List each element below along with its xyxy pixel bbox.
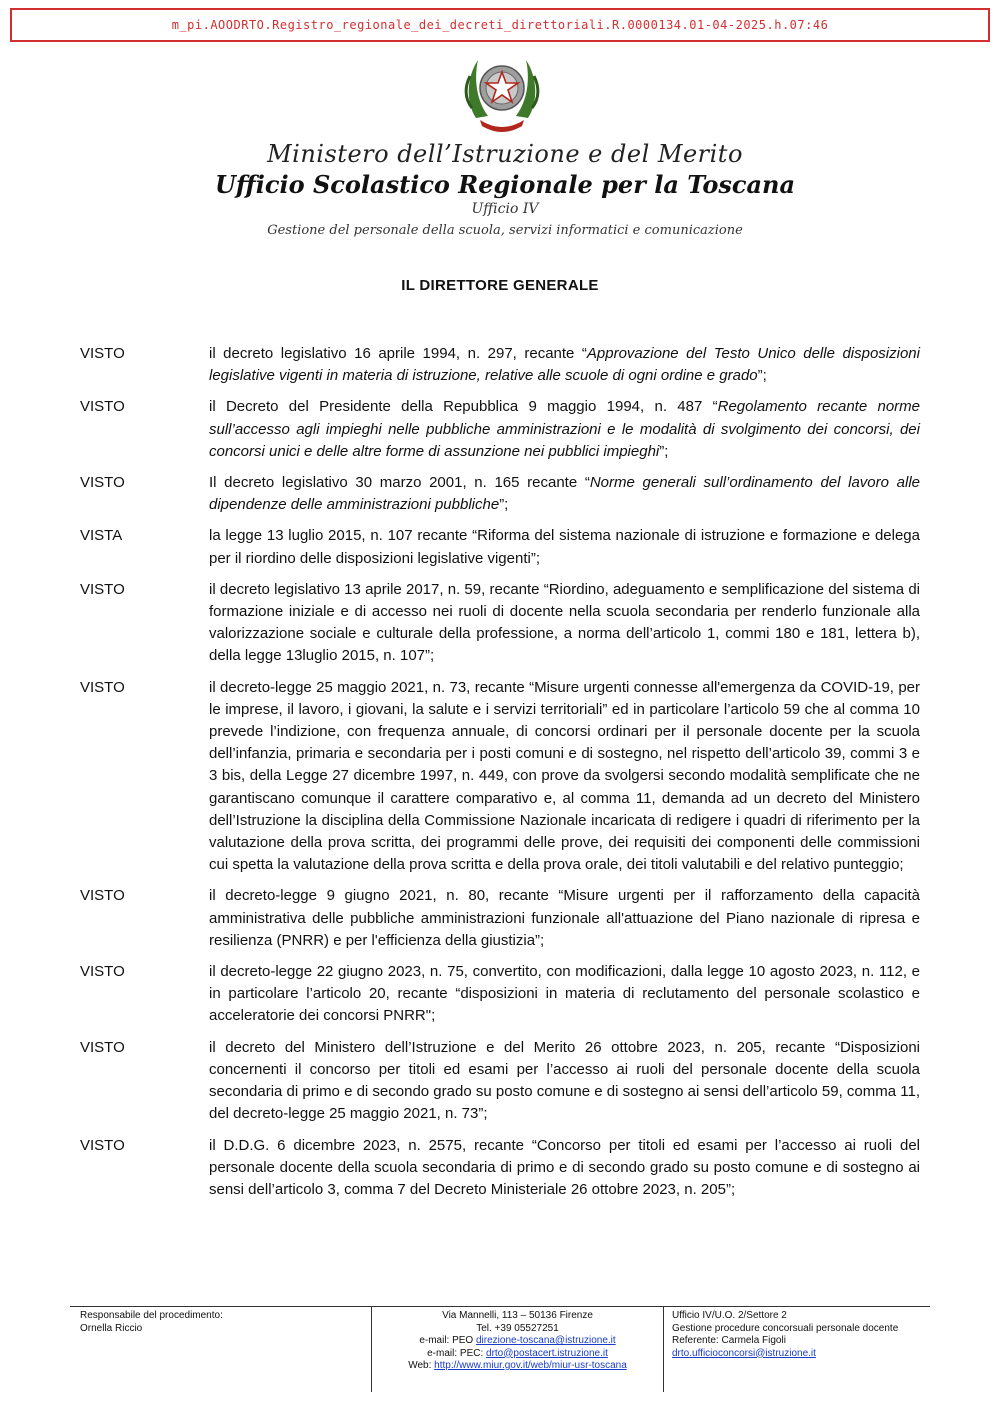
recital-text: il Decreto del Presidente della Repubblica 9 maggio 1994, n. 487 “Regolamento recante norme sull’accesso agli impieghi nelle pubbliche amministrazioni e le modalità di svolgimento dei concorsi, dei concorsi unici e delle altre forme di assunzione nei pubblici impieghi”;: [209, 398, 921, 460]
recitals-list: [80, 343, 920, 1210]
recital-item: [80, 1037, 920, 1126]
recital-item: [80, 961, 920, 1028]
recital-label: VISTO: [80, 345, 125, 362]
recital-label: VISTO: [80, 963, 125, 981]
telephone: Tel. +39 05527251: [476, 1322, 559, 1334]
recital-text: il decreto-legge 25 maggio 2021, n. 73, recante “Misure urgenti connesse all'emergenza da COVID-19, per le imprese, il lavoro, i giovani, la salute e i servizi territoriali” ed in particolare l’articolo 59 che al comma 10 prevede l’indizione, con frequenza annuale, di concorsi ordinari per il personale docente per la scuola dell’infanzia, primaria e secondaria per i posti comuni e di sostegno, nel rispetto dell’articolo 39, commi 3 e 3 bis, della Legge 27 dicembre 1997, n. 449, con prove da svolgersi secondo modalità semplificate che ne garantiscano comunque il carattere comparativo e, al comma 11, demanda ad un decreto del Ministero dell’Istruzione la disciplina della Commissione Nazionale incaricata di redigere i quadri di riferimento per la valutazione della prova scritta, dei programmi delle prove, dei requisiti dei componenti delle commissioni cui spetta la valutazione della prova scritta e della prova orale, dei titoli valutabili e del relativo punteggio;: [209, 678, 920, 874]
pec-email-link[interactable]: drto@postacert.istruzione.it: [486, 1347, 608, 1359]
footer-office: [664, 1307, 898, 1392]
recital-item: [80, 677, 920, 877]
recital-item: [80, 343, 920, 387]
recital-text: il D.D.G. 6 dicembre 2023, n. 2575, recante “Concorso per titoli ed esami per l’accesso ai ruoli del personale docente della scuola secondaria di primo e di secondo grado su posto comune e di sostegno ai sensi dell’articolo 3, comma 7 del Decreto Ministeriale 26 ottobre 2023, n. 205”;: [209, 1136, 920, 1198]
protocol-stamp: [10, 8, 990, 42]
office-email-link[interactable]: drto.ufficioconcorsi@istruzione.it: [672, 1347, 816, 1359]
recital-label: VISTO: [80, 1136, 125, 1154]
recital-label: VISTO: [80, 398, 125, 416]
footer-responsible: [70, 1307, 372, 1392]
letterhead: [0, 140, 1000, 238]
recital-label: VISTO: [80, 1038, 125, 1056]
office-function: Gestione procedure concorsuali personale docente: [672, 1322, 899, 1334]
recital-label: VISTA: [80, 527, 123, 545]
unit-name: Ufficio IV: [471, 201, 539, 217]
footer-contacts: [372, 1307, 664, 1392]
recital-item: [80, 1135, 920, 1202]
recital-item: [80, 885, 920, 952]
department-name: Gestione del personale della scuola, servizi informatici e comunicazione: [267, 223, 743, 238]
recital-label: VISTO: [80, 887, 125, 905]
web-line: Web: http://www.miur.gov.it/web/miur-usr-toscana: [408, 1360, 627, 1371]
office-referent: Referente: Carmela Figoli: [672, 1335, 786, 1346]
ministry-name: Ministero dell’Istruzione e del Merito: [267, 140, 743, 168]
recital-label: VISTO: [80, 580, 125, 598]
responsible-label: Responsabile del procedimento:: [80, 1310, 223, 1321]
recital-item: [80, 396, 920, 463]
website-link[interactable]: http://www.miur.gov.it/web/miur-usr-toscana: [434, 1360, 627, 1371]
recital-item: [80, 472, 920, 516]
recital-label: VISTO: [80, 678, 125, 696]
recital-text: la legge 13 luglio 2015, n. 107 recante “Riforma del sistema nazionale di istruzione e formazione e delega per il riordino delle disposizioni legislative vigenti”;: [209, 527, 920, 567]
recital-item: [80, 579, 920, 668]
recital-item: [80, 525, 920, 569]
office-name: Ufficio Scolastico Regionale per la Toscana: [214, 170, 796, 199]
recital-text: il decreto-legge 9 giugno 2021, n. 80, recante “Misure urgenti per il rafforzamento della capacità amministrativa delle pubbliche amministrazioni funzionale all'attuazione del Piano nazionale di ripresa e resilienza (PNRR) e per l'efficienza della giustizia”;: [209, 887, 920, 949]
protocol-text: m_pi.AOODRTO.Registro_regionale_dei_decreti_direttoriali.R.0000134.01-04-2025.h.07:46: [171, 18, 829, 32]
recital-label: VISTO: [80, 474, 125, 492]
recital-text: il decreto-legge 22 giugno 2023, n. 75, convertito, con modificazioni, dalla legge 10 agosto 2023, n. 112, e in particolare l’articolo 20, recante “disposizioni in materia di reclutamento del personale scolastico e acceleratorie dei concorsi PNRR";: [209, 963, 920, 1025]
italian-republic-emblem: [462, 48, 542, 138]
page-footer: [70, 1306, 930, 1392]
recital-text: il decreto del Ministero dell’Istruzione e del Merito 26 ottobre 2023, n. 205, recante “Disposizioni concernenti il concorso per titoli ed esami per l’accesso ai ruoli del personale docente della scuola secondaria di primo e di secondo grado su posto comune e di sostegno ai sensi dell’articolo 59, comma 11, del decreto-legge 25 maggio 2021, n. 73”;: [209, 1038, 920, 1123]
recital-text: Il decreto legislativo 30 marzo 2001, n. 165 recante “Norme generali sull’ordinamento del lavoro alle dipendenze delle amministrazioni pubbliche”;: [209, 474, 920, 514]
pec-line: e-mail: PEC: drto@postacert.istruzione.it: [427, 1347, 608, 1359]
address: Via Mannelli, 113 – 50136 Firenze: [442, 1310, 593, 1321]
responsible-name: Ornella Riccio: [80, 1322, 143, 1334]
recital-text: il decreto legislativo 16 aprile 1994, n. 297, recante “Approvazione del Testo Unico delle disposizioni legislative vigenti in materia di istruzione, relative alle scuole di ogni ordine e grado”;: [209, 345, 920, 385]
peo-email-link[interactable]: direzione-toscana@istruzione.it: [476, 1335, 616, 1346]
recital-text: il decreto legislativo 13 aprile 2017, n. 59, recante “Riordino, adeguamento e semplificazione del sistema di formazione iniziale e di accesso nei ruoli di docente nella scuola secondaria per renderlo funzionale alla valorizzazione sociale e culturale della professione, a norma dell’articolo 1, commi 180 e 181, lettera b), della legge 13luglio 2015, n. 107”;: [209, 580, 920, 665]
document-title: IL DIRETTORE GENERALE: [401, 277, 599, 294]
peo-line: e-mail: PEO direzione-toscana@istruzione.it: [419, 1335, 616, 1346]
office-unit: Ufficio IV/U.O. 2/Settore 2: [672, 1310, 787, 1321]
